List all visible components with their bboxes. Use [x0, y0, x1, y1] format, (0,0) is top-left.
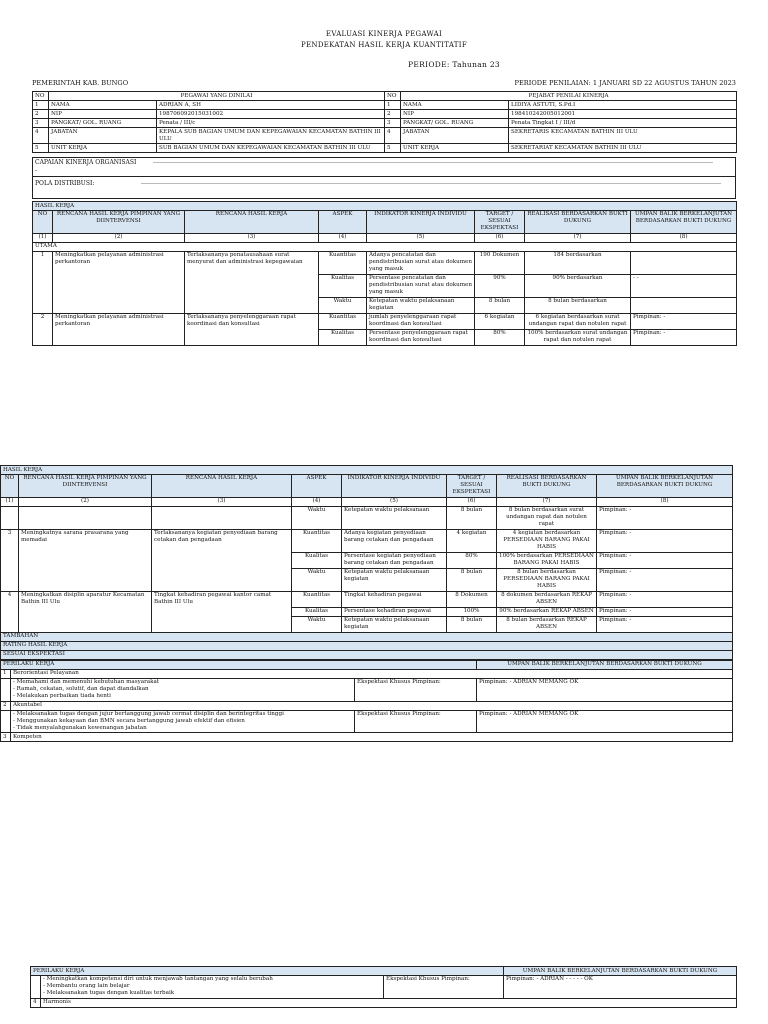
- pejabat-field-label: NIP: [401, 110, 509, 119]
- hasil-kerja-col-header: TARGET / SESUAI EKSPEKTASI: [475, 210, 525, 233]
- umpan-balik-cell: Pimpinan: -: [631, 329, 737, 345]
- doc-subtitle: PENDEKATAN HASIL KERJA KUANTITATIF: [301, 40, 467, 49]
- perilaku-point: - Ramah, cekatan, solutif, dan dapat diandalkan: [13, 686, 149, 693]
- perilaku-ekspektasi: Ekspektasi Khusus Pimpinan:: [355, 678, 477, 701]
- tambahan-label: TAMBAHAN: [1, 632, 733, 641]
- target-cell: 8 bulan: [475, 297, 525, 313]
- hasil-kerja-col-header: ASPEK: [292, 474, 342, 497]
- perilaku-no: 2: [1, 701, 11, 710]
- realisasi-cell: 8 bulan berdasarkan REKAP ABSEN: [497, 616, 597, 632]
- table-row: [33, 251, 737, 274]
- perilaku-point: - Memahami dan memenuhi kebutuhan masyarakat: [13, 679, 160, 686]
- pejabat-penilai-title: PEJABAT PENILAI KINERJA: [401, 92, 737, 101]
- aspek-cell: Waktu: [292, 568, 342, 591]
- table-row: [1, 529, 733, 552]
- capaian-label: CAPAIAN KINERJA ORGANISASI: [35, 159, 137, 166]
- perilaku-points: [11, 678, 355, 701]
- pegawai-field-value: 198706092015031002: [157, 110, 385, 119]
- rencana-pimpinan: [19, 506, 152, 529]
- pejabat-field-value: SEKRETARIAT KECAMATAN BATHIN III ULU: [509, 144, 737, 153]
- realisasi-cell: 184 berdasarkan: [525, 251, 631, 274]
- umpan-balik-cell: Pimpinan: -: [597, 591, 733, 607]
- indikator-cell: Tingkat kehadiran pegawai: [342, 591, 447, 607]
- pejabat-field-label: NAMA: [401, 101, 509, 110]
- target-cell: 100%: [447, 607, 497, 616]
- realisasi-cell: 8 bulan berdasarkan PERSEDIAAN BARANG PAKAI HABIS: [497, 568, 597, 591]
- rencana-pimpinan: Meningkatnya sarana prasarana yang memadai: [19, 529, 152, 591]
- perilaku2-header: PERILAKU KERJA: [31, 967, 504, 976]
- indikator-cell: Ketepatan waktu pelaksanaan kegiatan: [367, 297, 475, 313]
- periode-penilaian: PERIODE PENILAIAN: 1 JANUARI SD 22 AGUSTUS TAHUN 2023: [514, 78, 736, 87]
- umpan-balik-cell: Pimpinan: -: [597, 552, 733, 568]
- pola-label: POLA DISTRIBUSI:: [35, 180, 95, 187]
- perilaku-point: - Tidak menyalahgunakan kewenangan jabatan: [13, 725, 147, 731]
- target-cell: 8 bulan: [447, 568, 497, 591]
- rencana-hasil-kerja: Terlaksananya penyelenggaraan rapat koordinasi dan konsultasi: [185, 313, 319, 345]
- row-no: 3: [1, 529, 19, 591]
- pegawai-field-label: JABATAN: [49, 128, 157, 144]
- rating-label: RATING HASIL KERJA: [1, 641, 733, 650]
- pejabat-no: 1: [385, 101, 401, 110]
- pejabat-field-value: 198410242005012001: [509, 110, 737, 119]
- hasil-kerja-col-number: (4): [319, 233, 367, 242]
- hasil-kerja-col-header: RENCANA HASIL KERJA PIMPINAN YANG DIINTERVENSI: [19, 474, 152, 497]
- umpan-balik-cell: Pimpinan: -: [597, 568, 733, 591]
- table-row: [33, 313, 737, 329]
- aspek-cell: Kualitas: [319, 274, 367, 297]
- aspek-cell: Waktu: [319, 297, 367, 313]
- indikator-cell: Adanya kegiatan penyediaan barang cetakan dan pengadaan: [342, 529, 447, 552]
- umpan-balik-cell: Pimpinan: -: [597, 506, 733, 529]
- target-cell: 6 kegiatan: [475, 313, 525, 329]
- umpan-balik-cell: [631, 251, 737, 274]
- hasil-kerja-col-header: ASPEK: [319, 210, 367, 233]
- aspek-cell: Kuantitas: [319, 251, 367, 274]
- realisasi-cell: 6 kegiatan berdasarkan surat undangan rapat dan notulen rapat: [525, 313, 631, 329]
- hasil-kerja-col-number: (7): [525, 233, 631, 242]
- row-no: 1: [33, 251, 53, 313]
- perilaku-point: - Menggunakan kekayaan dan BMN secara bertanggung jawab efektif dan efisien: [13, 718, 245, 725]
- hasil-kerja-col-header: REALISASI BERDASARKAN BUKTI DUKUNG: [497, 474, 597, 497]
- aspek-cell: Kuantitas: [319, 313, 367, 329]
- indikator-cell: Adanya pencatatan dan pendistribusian surat atau dokumen yang masuk: [367, 251, 475, 274]
- pegawai-no: 1: [33, 101, 49, 110]
- perilaku-title: Kompeten: [11, 733, 733, 742]
- pegawai-no: 3: [33, 119, 49, 128]
- realisasi-cell: 4 kegiatan berdasarkan PERSEDIAAN BARANG PAKAI HABIS: [497, 529, 597, 552]
- page-one: [32, 30, 736, 346]
- hasil-kerja-col-number: (6): [475, 233, 525, 242]
- identity-table: [32, 91, 737, 153]
- hasil-kerja-col-header: NO: [1, 474, 19, 497]
- perilaku-spacer: [1, 678, 11, 701]
- target-cell: 8 Dokumen: [447, 591, 497, 607]
- utama-label: UTAMA: [33, 242, 737, 251]
- aspek-cell: Kualitas: [292, 607, 342, 616]
- realisasi-cell: 8 bulan berdasarkan: [525, 297, 631, 313]
- rating-value: SESUAI EKSPEKTASI: [1, 650, 733, 659]
- hasil-kerja-col-header: REALISASI BERDASARKAN BUKTI DUKUNG: [525, 210, 631, 233]
- rencana-hasil-kerja: Terlaksananya penatausahaan surat menyurat dan administrasi kepegawaian: [185, 251, 319, 313]
- realisasi-cell: 100% berdasarkan PERSEDIAAN BARANG PAKAI HABIS: [497, 552, 597, 568]
- pola-box: [32, 177, 736, 199]
- pegawai-field-value: SUB BAGIAN UMUM DAN KEPEGAWAIAN KECAMATAN BATHIN III ULU: [157, 144, 385, 153]
- target-cell: 190 Dokumen: [475, 251, 525, 274]
- rencana-hasil-kerja: [152, 506, 292, 529]
- target-cell: 8 bulan: [447, 616, 497, 632]
- realisasi-cell: 90% berdasarkan REKAP ABSEN: [497, 607, 597, 616]
- perilaku-umpan: Pimpinan: - ADRIAN MEMANG OK: [477, 678, 733, 701]
- row-no: 4: [1, 591, 19, 632]
- pegawai-field-label: NAMA: [49, 101, 157, 110]
- target-cell: 80%: [475, 329, 525, 345]
- pegawai-no: 5: [33, 144, 49, 153]
- hasil-kerja-col-number: (2): [53, 233, 185, 242]
- page-three: [30, 966, 736, 1008]
- aspek-cell: Kualitas: [319, 329, 367, 345]
- table-row: [1, 591, 733, 607]
- perilaku-point: - Melaksanakan tugas dengan jujur bertanggung jawab cermat disiplin dan berintegritas tinggi: [13, 711, 284, 718]
- row-no: [1, 506, 19, 529]
- hasil-kerja-col-number: (3): [152, 497, 292, 506]
- indikator-cell: Persentase pencatatan dan pendistribusian surat atau dokumen yang masuk: [367, 274, 475, 297]
- aspek-cell: Kuantitas: [292, 529, 342, 552]
- hasil-kerja-section: HASIL KERJA: [33, 202, 737, 211]
- hasil-kerja-col-number: (4): [292, 497, 342, 506]
- indikator-cell: Ketepatan waktu pelaksanaan kegiatan: [342, 568, 447, 591]
- indikator-cell: Persentase kegiatan penyediaan barang cetakan dan pengadaan: [342, 552, 447, 568]
- pejabat-field-label: JABATAN: [401, 128, 509, 144]
- aspek-cell: Kualitas: [292, 552, 342, 568]
- pegawai-field-label: NIP: [49, 110, 157, 119]
- umpan-balik-cell: Pimpinan: -: [631, 313, 737, 329]
- indikator-cell: Ketepatan waktu pelaksanaan kegiatan: [342, 616, 447, 632]
- perilaku-points: [11, 710, 355, 733]
- page-two: [0, 465, 732, 742]
- perilaku-no: 1: [1, 669, 11, 678]
- hasil-kerja-col-number: (5): [342, 497, 447, 506]
- pegawai-field-value: Penata / III/c: [157, 119, 385, 128]
- perilaku-table-2: [30, 966, 737, 1008]
- table-row: [1, 506, 733, 529]
- hasil-kerja-col-header: RENCANA HASIL KERJA: [152, 474, 292, 497]
- perilaku2-next-title: Harmonis: [41, 998, 737, 1007]
- perilaku-title: Akuntabel: [11, 701, 733, 710]
- rencana-hasil-kerja: Terlaksananya kegiatan penyediaan barang cetakan dan pengadaan: [152, 529, 292, 591]
- realisasi-cell: 100% berdasarkan surat undangan rapat dan notulen rapat: [525, 329, 631, 345]
- pejabat-field-value: LIDIYA ASTUTI, S.Pd.I: [509, 101, 737, 110]
- target-cell: 8 bulan: [447, 506, 497, 529]
- hasil-kerja-col-header: RENCANA HASIL KERJA PIMPINAN YANG DIINTERVENSI: [53, 210, 185, 233]
- capaian-box: [32, 157, 736, 177]
- umpan-balik-cell: - -: [631, 274, 737, 297]
- perilaku2-point: - Melaksanakan tugas dengan kualitas terbaik: [43, 990, 175, 997]
- perilaku2-umpan-header: UMPAN BALIK BERKELANJUTAN BERDASARKAN BUKTI DUKUNG: [504, 967, 737, 976]
- row-no: 2: [33, 313, 53, 345]
- umpan-balik-cell: Pimpinan: -: [597, 607, 733, 616]
- perilaku2-point: - Meningkatkan kompetensi diri untuk menjawab tantangan yang selalu berubah: [43, 976, 273, 983]
- pegawai-field-label: UNIT KERJA: [49, 144, 157, 153]
- hasil-kerja-table-2: [0, 465, 733, 660]
- perilaku-title: Berorientasi Pelayanan: [11, 669, 733, 678]
- umpan-balik-cell: Pimpinan: -: [597, 616, 733, 632]
- umpan-balik-cell: [631, 297, 737, 313]
- realisasi-cell: 8 bulan berdasarkan surat undangan rapat dan notulen rapat: [497, 506, 597, 529]
- pegawai-field-value: KEPALA SUB BAGIAN UMUM DAN KEPEGAWAIAN KECAMATAN BATHIN III ULU: [157, 128, 385, 144]
- hasil-kerja-col-header: UMPAN BALIK BERKELANJUTAN BERDASARKAN BUKTI DUKUNG: [631, 210, 737, 233]
- hasil-kerja-col-header: RENCANA HASIL KERJA: [185, 210, 319, 233]
- pejabat-field-value: Penata Tingkat I / III/d: [509, 119, 737, 128]
- capaian-value: -: [35, 166, 38, 174]
- hasil-kerja-table-1: [32, 201, 737, 346]
- pegawai-no: 4: [33, 128, 49, 144]
- pejabat-field-label: PANGKAT/ GOL. RUANG: [401, 119, 509, 128]
- hasil-kerja-col-header: UMPAN BALIK BERKELANJUTAN BERDASARKAN BUKTI DUKUNG: [597, 474, 733, 497]
- pejabat-no: 3: [385, 119, 401, 128]
- target-cell: 90%: [475, 274, 525, 297]
- doc-title: EVALUASI KINERJA PEGAWAI: [325, 30, 443, 38]
- realisasi-cell: 8 dokumen berdasarkan REKAP ABSEN: [497, 591, 597, 607]
- pejabat-no: 5: [385, 144, 401, 153]
- pejabat-no: 4: [385, 128, 401, 144]
- hasil-kerja-section-2: HASIL KERJA: [1, 466, 733, 475]
- perilaku-spacer: [1, 710, 11, 733]
- indikator-cell: Ketepatan waktu pelaksanaan: [342, 506, 447, 529]
- indikator-cell: jumlah penyelenggaraan rapat koordinasi dan konsultasi: [367, 313, 475, 329]
- hasil-kerja-col-header: INDIKATOR KINERJA INDIVIDU: [342, 474, 447, 497]
- indikator-cell: Persentase penyelenggaraan rapat koordinasi dan konsultasi: [367, 329, 475, 345]
- pegawai-field-label: PANGKAT/ GOL. RUANG: [49, 119, 157, 128]
- pejabat-field-label: UNIT KERJA: [401, 144, 509, 153]
- aspek-cell: Waktu: [292, 506, 342, 529]
- hasil-kerja-col-header: TARGET / SESUAI EKSPEKTASI: [447, 474, 497, 497]
- umpan-balik-cell: Pimpinan: -: [597, 529, 733, 552]
- hasil-kerja-col-number: (5): [367, 233, 475, 242]
- doc-periode: PERIODE: Tahunan 23: [408, 59, 500, 69]
- hasil-kerja-col-number: (3): [185, 233, 319, 242]
- hasil-kerja-col-header: NO: [33, 210, 53, 233]
- rencana-pimpinan: Meningkatkan pelayanan administrasi perkantoran: [53, 251, 185, 313]
- perilaku2-point: - Membantu orang lain belajar: [43, 983, 130, 990]
- hasil-kerja-col-number: (1): [33, 233, 53, 242]
- perilaku2-umpan: Pimpinan: - ADRIAN - - - - - OK: [504, 975, 737, 998]
- rencana-pimpinan: Meningkatkan pelayanan administrasi perkantoran: [53, 313, 185, 345]
- pegawai-dinilai-title: PEGAWAI YANG DINILAI: [49, 92, 385, 101]
- aspek-cell: Waktu: [292, 616, 342, 632]
- aspek-cell: Kuantitas: [292, 591, 342, 607]
- target-cell: 4 kegiatan: [447, 529, 497, 552]
- hasil-kerja-col-number: (6): [447, 497, 497, 506]
- pejabat-no: 2: [385, 110, 401, 119]
- perilaku-point: - Melakukan perbaikan tiada henti: [13, 693, 111, 700]
- perilaku2-points: [41, 975, 384, 998]
- col-no: NO: [33, 92, 49, 101]
- hasil-kerja-col-header: INDIKATOR KINERJA INDIVIDU: [367, 210, 475, 233]
- pegawai-no: 2: [33, 110, 49, 119]
- hasil-kerja-col-number: (1): [1, 497, 19, 506]
- pejabat-field-value: SEKRETARIS KECAMATAN BATHIN III ULU: [509, 128, 737, 144]
- pegawai-field-value: ADRIAN A, SH: [157, 101, 385, 110]
- perilaku2-next-no: 4: [31, 998, 41, 1007]
- hasil-kerja-col-number: (8): [631, 233, 737, 242]
- realisasi-cell: 90% berdasarkan: [525, 274, 631, 297]
- col-no: NO: [385, 92, 401, 101]
- perilaku-ekspektasi: Ekspektasi Khusus Pimpinan:: [355, 710, 477, 733]
- rencana-pimpinan: Meningkatkan disiplin aparatur Kecamatan Bathin III Ulu: [19, 591, 152, 632]
- hasil-kerja-col-number: (2): [19, 497, 152, 506]
- perilaku-no: 3: [1, 733, 11, 742]
- rencana-hasil-kerja: Tingkat kehadiran pegawai kantor camat Bathin III Ulu: [152, 591, 292, 632]
- perilaku-table: [0, 660, 733, 743]
- perilaku-umpan: Pimpinan: - ADRIAN MEMANG OK: [477, 710, 733, 733]
- perilaku2-ekspektasi: Ekspektasi Khusus Pimpinan:: [384, 975, 504, 998]
- perilaku-header: PERILAKU KERJA: [1, 660, 477, 669]
- hasil-kerja-col-number: (7): [497, 497, 597, 506]
- indikator-cell: Persentase kehadiran pegawai: [342, 607, 447, 616]
- instansi-label: PEMERINTAH KAB. BUNGO: [32, 78, 129, 87]
- hasil-kerja-col-number: (8): [597, 497, 733, 506]
- target-cell: 80%: [447, 552, 497, 568]
- perilaku-umpan-header: UMPAN BALIK BERKELANJUTAN BERDASARKAN BUKTI DUKUNG: [477, 660, 733, 669]
